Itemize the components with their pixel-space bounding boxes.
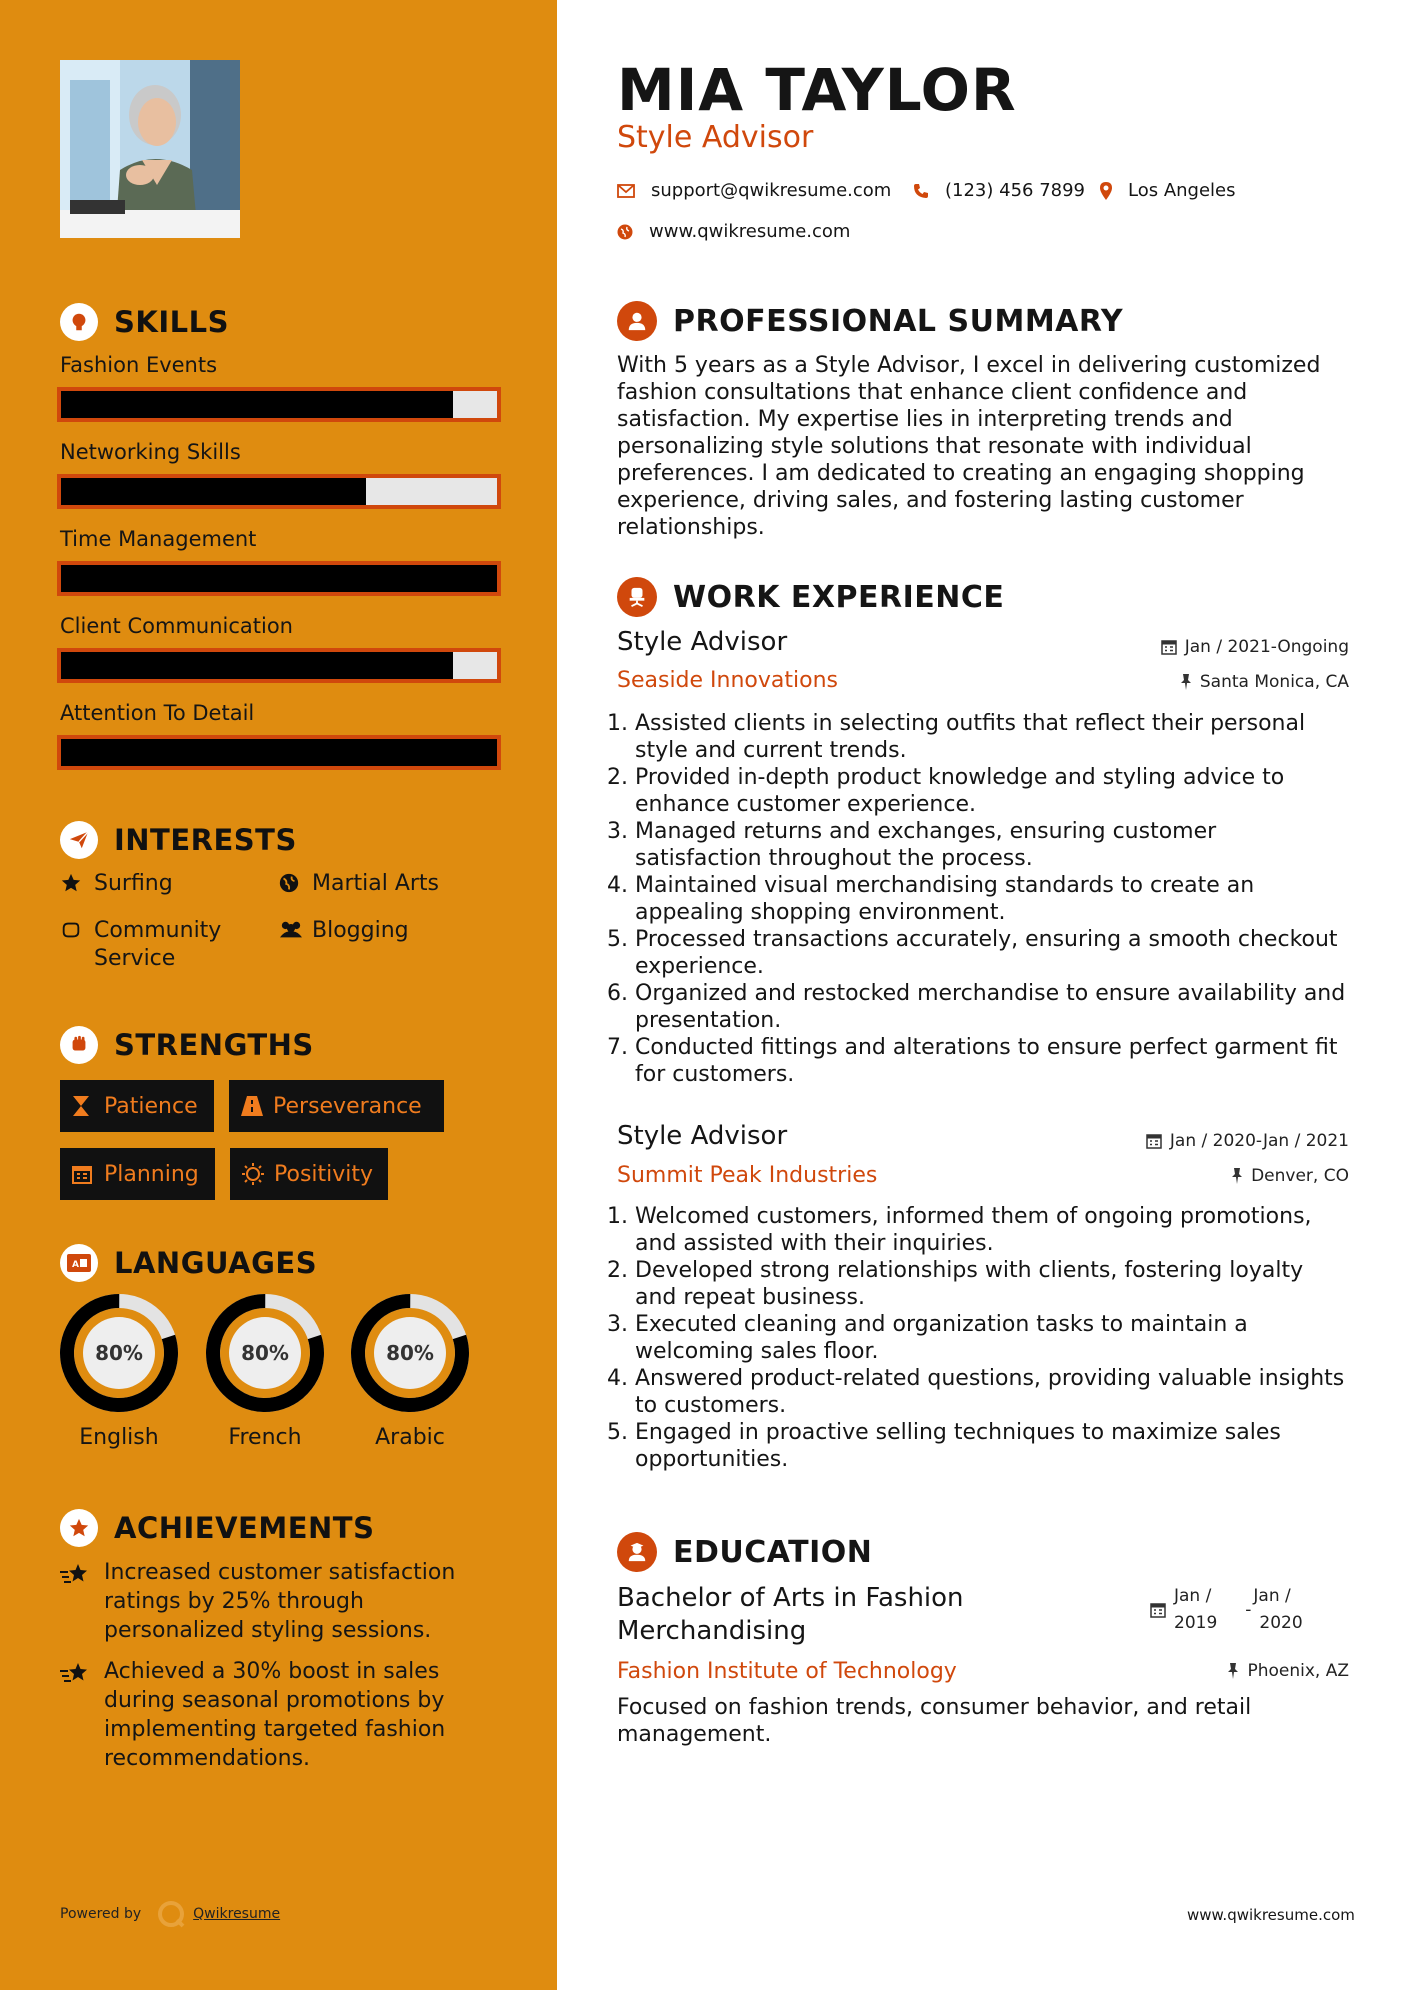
job-dates-text: Jan / 2020-Jan / 2021: [1169, 1131, 1349, 1151]
strength-label: Planning: [104, 1161, 199, 1187]
duty-item: 7. Conducted fittings and alterations to ensure perfect garment fit for customers.: [635, 1034, 1347, 1088]
job-location: [1180, 672, 1349, 692]
location-text: Los Angeles: [1128, 180, 1236, 201]
language-percent: 80%: [241, 1341, 289, 1365]
duty-item: 5. Engaged in proactive selling techniques to maximize sales opportunities.: [635, 1419, 1347, 1473]
strength-tag: [60, 1148, 215, 1200]
skill-name: Networking Skills: [60, 440, 241, 464]
job-company: Summit Peak Industries: [617, 1163, 878, 1188]
skills-heading: [60, 300, 229, 344]
qwikresume-logo-icon: [157, 1900, 185, 1928]
education-school: Fashion Institute of Technology: [617, 1659, 957, 1684]
education-dates: [1150, 1583, 1303, 1637]
language-name: English: [79, 1425, 159, 1450]
shooting-star-icon: [60, 1558, 92, 1590]
hand-icon: [60, 917, 86, 941]
education-start-year: 2019: [1174, 1613, 1218, 1633]
duty-item: 2. Provided in-depth product knowledge and styling advice to enhance customer experience.: [635, 764, 1347, 818]
interest-label: Surfing: [94, 871, 173, 896]
duty-item: 3. Executed cleaning and organization tasks to maintain a welcoming sales floor.: [635, 1311, 1347, 1365]
job-role: Style Advisor: [617, 1121, 788, 1151]
svg-text:A: A: [72, 1260, 79, 1270]
star-badge-icon: [60, 1509, 98, 1547]
website-text: www.qwikresume.com: [649, 221, 851, 242]
calendar-icon: [1161, 639, 1177, 655]
job-location-text: Santa Monica, CA: [1199, 672, 1349, 692]
achievement-item: [60, 1657, 500, 1773]
language-name: French: [228, 1425, 302, 1450]
section-title: LANGUAGES: [114, 1246, 318, 1280]
achievement-text: Increased customer satisfaction ratings by 25% through personalized styling sessions.: [104, 1560, 456, 1643]
interest-label: Martial Arts: [312, 871, 440, 896]
users-icon: [278, 917, 304, 941]
job-location: [1231, 1166, 1349, 1186]
interest-item: [278, 917, 409, 945]
phone-text: (123) 456 7899: [945, 180, 1086, 201]
calendar-icon: [1150, 1602, 1166, 1618]
language-icon: [60, 1244, 98, 1282]
section-title: PROFESSIONAL SUMMARY: [673, 303, 1124, 339]
globe-icon: [278, 870, 304, 894]
education-date-separator: -: [1245, 1600, 1252, 1620]
language-item: [205, 1293, 325, 1450]
phone-icon: [913, 183, 929, 199]
education-end-year: 2020: [1259, 1613, 1303, 1633]
skill-bar: [57, 561, 501, 596]
section-title: SKILLS: [114, 305, 229, 339]
duty-item: 1. Welcomed customers, informed them of ongoing promotions, and assisted with their inquiries.: [635, 1203, 1347, 1257]
interest-item: [60, 870, 173, 898]
interests-heading: [60, 818, 297, 862]
hourglass-icon: [72, 1095, 94, 1117]
duty-item: 4. Maintained visual merchandising standards to create an appealing shopping environment.: [635, 872, 1347, 926]
section-title: ACHIEVEMENTS: [114, 1511, 375, 1545]
envelope-icon: [617, 184, 635, 198]
footer-url[interactable]: www.qwikresume.com: [1187, 1906, 1355, 1924]
interest-item: [278, 870, 439, 898]
duty-item: 2. Developed strong relationships with clients, fostering loyalty and repeat business.: [635, 1257, 1347, 1311]
skill-bar: [57, 387, 501, 422]
skill-bar-fill: [61, 478, 366, 505]
language-item: [59, 1293, 179, 1450]
language-name: Arabic: [375, 1425, 445, 1450]
skill-bar: [57, 474, 501, 509]
education-location: [1227, 1661, 1349, 1681]
duty-item: 3. Managed returns and exchanges, ensuring customer satisfaction throughout the process.: [635, 818, 1347, 872]
job-dates: [1146, 1131, 1349, 1151]
language-item: [350, 1293, 470, 1450]
duty-item: 4. Answered product-related questions, providing valuable insights to customers.: [635, 1365, 1347, 1419]
education-degree: Bachelor of Arts in Fashion Merchandising: [617, 1583, 964, 1646]
education-location-text: Phoenix, AZ: [1247, 1661, 1349, 1681]
skill-bar-fill: [61, 739, 497, 766]
section-title: WORK EXPERIENCE: [673, 579, 1005, 615]
achievement-text: Achieved a 30% boost in sales during seasonal promotions by implementing targeted fashion recommendations.: [104, 1659, 446, 1771]
star-icon: [60, 870, 86, 894]
skill-bar-fill: [61, 652, 453, 679]
strength-label: Positivity: [274, 1161, 374, 1187]
skill-name: Time Management: [60, 527, 257, 551]
contact-phone[interactable]: [913, 180, 1085, 201]
sun-icon: [242, 1163, 264, 1185]
job-role: Style Advisor: [617, 627, 788, 657]
globe-icon: [617, 224, 633, 240]
strength-tag: [230, 1148, 388, 1200]
section-title: EDUCATION: [673, 1534, 873, 1570]
paper-plane-icon: [60, 821, 98, 859]
fist-icon: [60, 1026, 98, 1064]
strength-tag: [60, 1080, 214, 1132]
strengths-heading: [60, 1023, 314, 1067]
pin-icon: [1227, 1663, 1239, 1679]
map-pin-icon: [1100, 182, 1112, 200]
office-chair-icon: [617, 577, 657, 617]
achievements-heading: [60, 1506, 374, 1550]
email-text: support@qwikresume.com: [651, 180, 892, 201]
contact-email[interactable]: [617, 180, 891, 201]
summary-heading: [617, 299, 1123, 343]
road-icon: [241, 1096, 263, 1116]
education-end-month: Jan /: [1253, 1586, 1291, 1606]
duty-item: 5. Processed transactions accurately, ensuring a smooth checkout experience.: [635, 926, 1347, 980]
skill-bar-fill: [61, 391, 453, 418]
candidate-title: Style Advisor: [617, 120, 814, 155]
user-icon: [617, 301, 657, 341]
skill-bar: [57, 648, 501, 683]
education-start: [1174, 1583, 1217, 1637]
strength-label: Perseverance: [273, 1093, 422, 1119]
powered-by-label: Powered by: [60, 1906, 142, 1922]
skill-name: Attention To Detail: [60, 701, 255, 725]
job-duties-list: [617, 1203, 1347, 1473]
pin-icon: [1180, 674, 1192, 690]
interest-item: [60, 917, 221, 973]
languages-heading: [60, 1241, 317, 1285]
shooting-star-icon: [60, 1657, 92, 1689]
language-percent: 80%: [386, 1341, 434, 1365]
powered-by: [60, 1900, 280, 1928]
job-location-text: Denver, CO: [1251, 1166, 1349, 1186]
education-end: [1253, 1583, 1302, 1637]
skill-bar-fill: [61, 565, 497, 592]
job-dates-text: Jan / 2021-Ongoing: [1184, 637, 1349, 657]
interest-label: Community Service: [94, 918, 222, 971]
summary-text: With 5 years as a Style Advisor, I excel in delivering customized fashion consultations that enhance client confidence and satisfaction. My expertise lies in interpreting trends and personalizing style solutions that resonate with individual preferences. I am dedicated to creating an engaging shopping experience, driving sales, and fostering lasting customer relationships.: [617, 353, 1321, 540]
education-start-month: Jan /: [1174, 1586, 1212, 1606]
language-percent: 80%: [95, 1341, 143, 1365]
experience-heading: [617, 575, 1004, 619]
candidate-name: MIA TAYLOR: [617, 56, 1017, 124]
lightbulb-icon: [60, 303, 98, 341]
sidebar: [0, 0, 557, 1990]
achievement-item: [60, 1558, 500, 1645]
section-title: INTERESTS: [114, 823, 297, 857]
calendar-icon: [1146, 1133, 1162, 1149]
job-duties-list: [617, 710, 1347, 1088]
profile-photo: [60, 60, 240, 238]
interest-label: Blogging: [312, 918, 409, 943]
strength-tag: [229, 1080, 444, 1132]
section-title: STRENGTHS: [114, 1028, 314, 1062]
skill-bar: [57, 735, 501, 770]
education-description: Focused on fashion trends, consumer behavior, and retail management.: [617, 1695, 1252, 1747]
duty-item: 6. Organized and restocked merchandise to ensure availability and presentation.: [635, 980, 1347, 1034]
strength-label: Patience: [104, 1093, 198, 1119]
qwikresume-link[interactable]: Qwikresume: [193, 1906, 281, 1922]
job-dates: [1161, 637, 1349, 657]
duty-item: 1. Assisted clients in selecting outfits that reflect their personal style and current trends.: [635, 710, 1347, 764]
graduate-icon: [617, 1532, 657, 1572]
contact-website[interactable]: [617, 221, 850, 242]
skill-name: Client Communication: [60, 614, 293, 638]
pin-icon: [1231, 1168, 1243, 1184]
education-heading: [617, 1530, 872, 1574]
calendar-icon: [72, 1164, 94, 1184]
job-company: Seaside Innovations: [617, 668, 838, 693]
contact-location: [1100, 180, 1236, 201]
skill-name: Fashion Events: [60, 353, 218, 377]
